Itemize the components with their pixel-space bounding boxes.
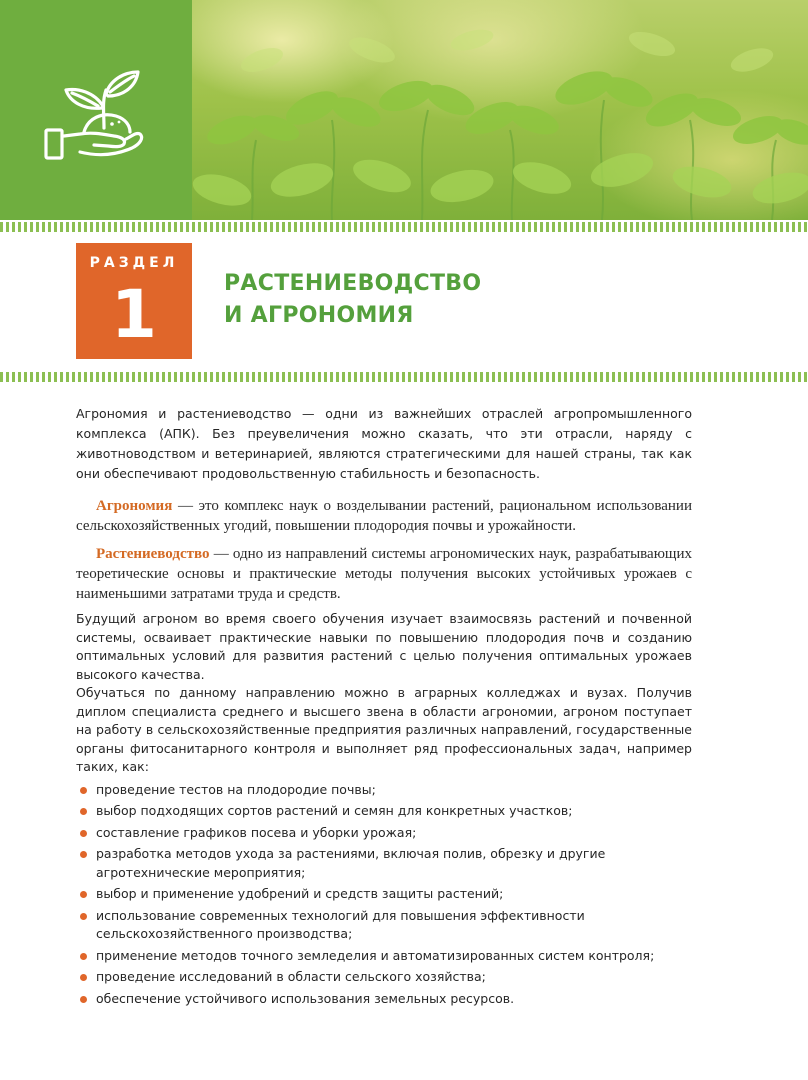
- definition-agronomy: [76, 496, 692, 536]
- definition-plant-growing-text: — одно из направлений системы агрономических наук, разрабатывающих теоретические основы и практические методы получения высоких устойчивых урожаев с наименьшими затратами труда и средств.: [76, 546, 692, 602]
- body-paragraph-2: Обучаться по данному направлению можно в аграрных колледжах и вузах. Получив диплом специалиста среднего и высшего звена в области агрономии, агроном поступает на работу в сельскохозяйственные предприятия различных направлений, государственные органы фитосанитарного контроля и выполняет ряд профессиональных задач, например таких, как:: [76, 685, 692, 774]
- bullet-dot-icon: [80, 913, 87, 920]
- bullet-dot-icon: [80, 851, 87, 858]
- bullet-dot-icon: [80, 953, 87, 960]
- term-agronomy: Агрономия: [96, 498, 173, 514]
- list-item: проведение исследований в области сельского хозяйства;: [76, 968, 692, 987]
- seedlings-illustration: [192, 0, 808, 220]
- bullet-dot-icon: [80, 891, 87, 898]
- list-item: выбор и применение удобрений и средств защиты растений;: [76, 885, 692, 904]
- list-item: выбор подходящих сортов растений и семян для конкретных участков;: [76, 802, 692, 821]
- bullet-dot-icon: [80, 808, 87, 815]
- definition-agronomy-text: — это комплекс наук о возделывании растений, рациональном использовании сельскохозяйственных угодий, повышении плодородия почвы и урожайности.: [76, 498, 692, 534]
- body-text: [76, 610, 692, 1011]
- header-green-panel: [0, 0, 192, 220]
- decorative-stripe-bottom: [0, 372, 808, 382]
- hand-sprout-icon: [40, 66, 152, 166]
- bullet-dot-icon: [80, 996, 87, 1003]
- bullet-dot-icon: [80, 787, 87, 794]
- intro-paragraph: Агрономия и растениеводство — одни из важнейших отраслей агропромышленного комплекса (АПК). Без преувеличения можно сказать, что эти отрасли, наряду с животноводством и ветеринарией, являются стратегическими для нашей страны, так как они обеспечивают продовольственную стабильность и безопасность.: [76, 406, 692, 481]
- section-word: РАЗДЕЛ: [89, 255, 179, 271]
- section-number: 1: [111, 276, 157, 353]
- chapter-title-line1: РАСТЕНИЕВОДСТВО: [224, 271, 482, 296]
- seedlings-photo: [192, 0, 808, 220]
- decorative-stripe-top: [0, 222, 808, 232]
- list-item: обеспечение устойчивого использования земельных ресурсов.: [76, 990, 692, 1009]
- list-item: применение методов точного земледелия и автоматизированных систем контроля;: [76, 947, 692, 966]
- chapter-title-line2: И АГРОНОМИЯ: [224, 303, 414, 328]
- definitions-block: [76, 496, 692, 612]
- list-item: разработка методов ухода за растениями, включая полив, обрезку и другие агротехнические мероприятия;: [76, 845, 692, 882]
- section-badge: [76, 243, 192, 359]
- bullet-dot-icon: [80, 830, 87, 837]
- chapter-title: [224, 268, 481, 332]
- task-list: [76, 781, 692, 1009]
- definition-plant-growing: [76, 544, 692, 604]
- list-item: проведение тестов на плодородие почвы;: [76, 781, 692, 800]
- list-item: использование современных технологий для повышения эффективности сельскохозяйственного производства;: [76, 907, 692, 944]
- body-paragraph-1: Будущий агроном во время своего обучения изучает взаимосвязь растений и почвенной системы, осваивает практические навыки по повышению плодородия почв и созданию оптимальных условий для развития растений с целью получения оптимальных урожаев высокого качества.: [76, 611, 692, 682]
- list-item: составление графиков посева и уборки урожая;: [76, 824, 692, 843]
- bullet-dot-icon: [80, 974, 87, 981]
- term-plant-growing: Растениеводство: [96, 546, 210, 562]
